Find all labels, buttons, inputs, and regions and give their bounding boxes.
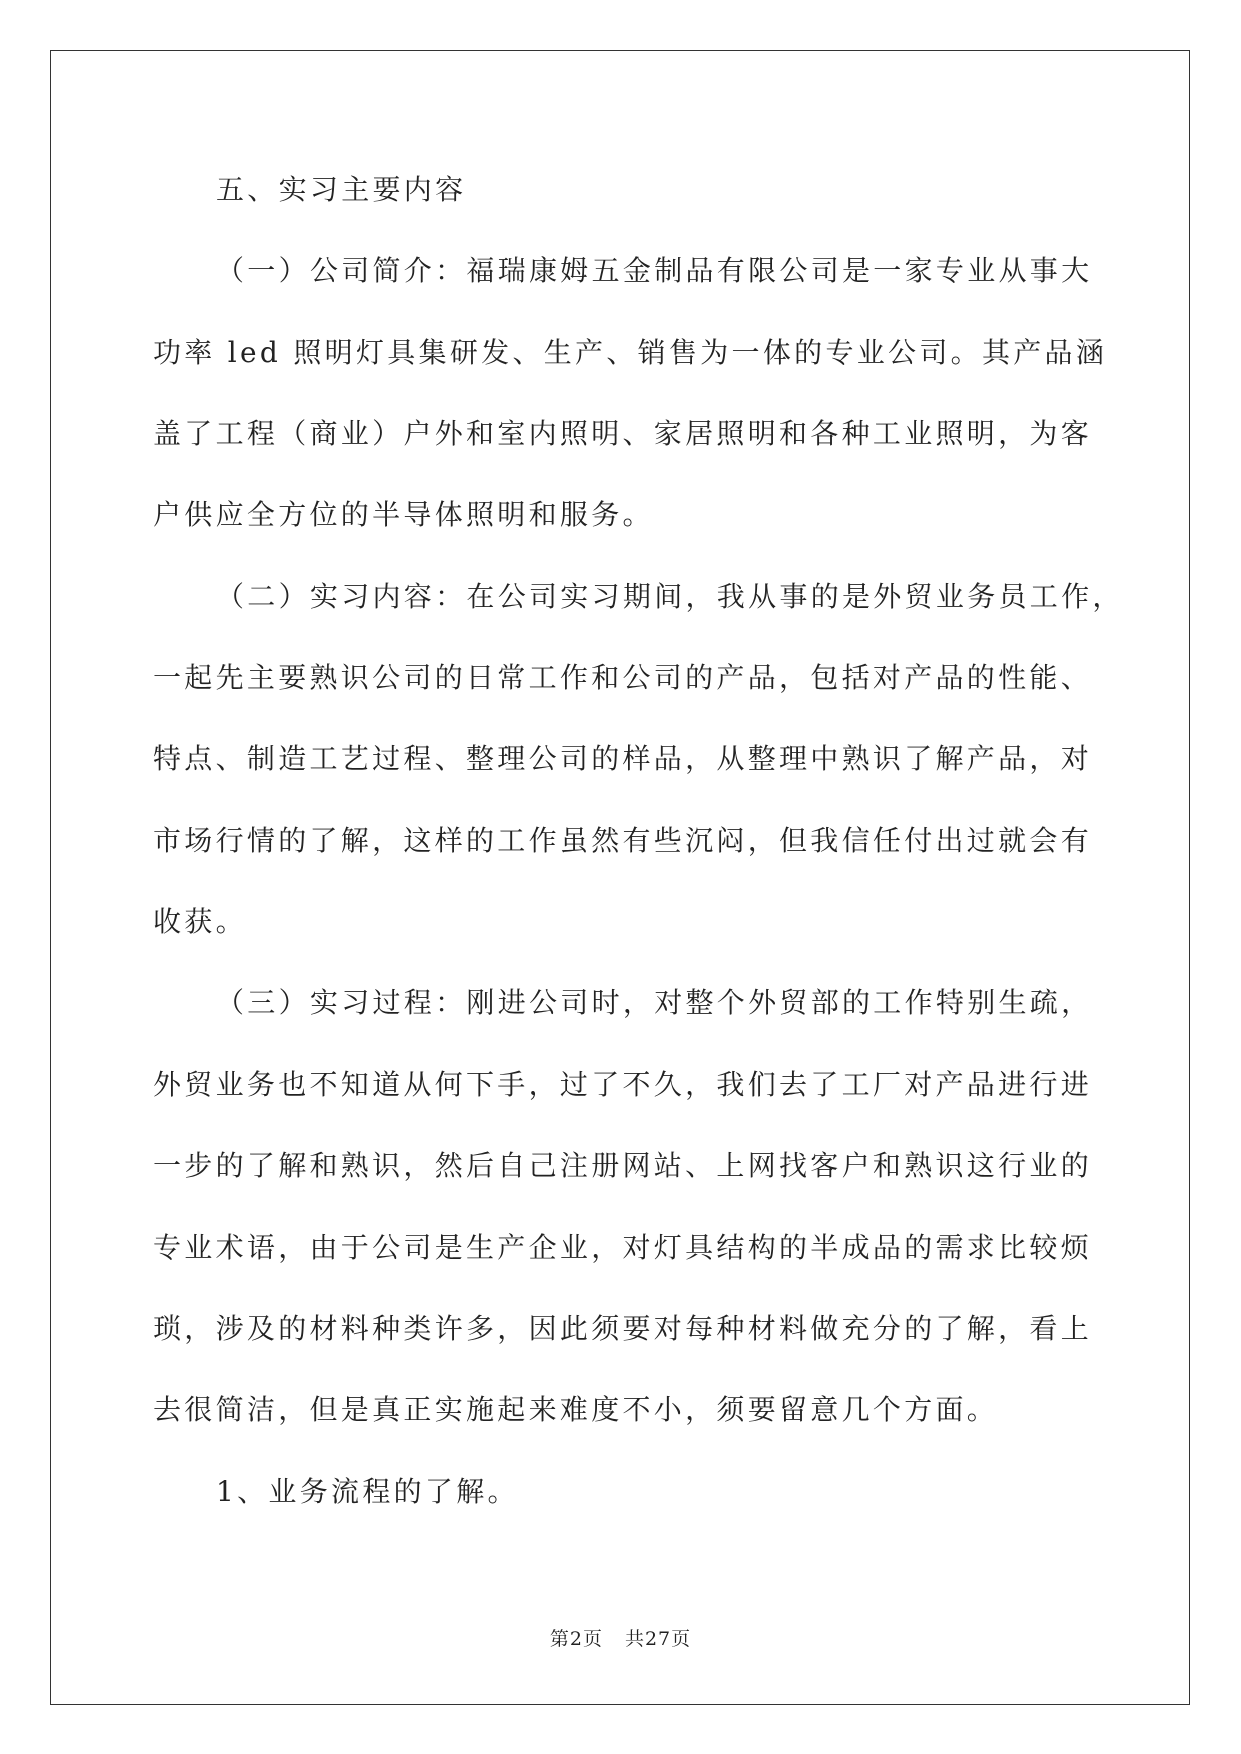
paragraph-line: 特点、制造工艺过程、整理公司的样品，从整理中熟识了解产品，对: [153, 742, 1093, 775]
page-border: [50, 50, 1190, 1705]
page-number: 第2页: [549, 1628, 603, 1650]
paragraph-line: （一）公司简介：福瑞康姆五金制品有限公司是一家专业从事大: [216, 254, 1093, 287]
paragraph-line: 盖了工程（商业）户外和室内照明、家居照明和各种工业照明，为客: [153, 417, 1093, 450]
paragraph-line: 功率 led 照明灯具集研发、生产、销售为一体的专业公司。其产品涵: [153, 336, 1108, 369]
paragraph-line: 一起先主要熟识公司的日常工作和公司的产品，包括对产品的性能、: [153, 661, 1093, 694]
paragraph-line: （三）实习过程：刚进公司时，对整个外贸部的工作特别生疏，: [216, 986, 1093, 1019]
paragraph-line: 市场行情的了解，这样的工作虽然有些沉闷，但我信任付出过就会有: [153, 824, 1093, 857]
list-item: 1、业务流程的了解。: [216, 1475, 519, 1508]
page-footer: [0, 1627, 1241, 1651]
paragraph-line: 外贸业务也不知道从何下手，过了不久，我们去了工厂对产品进行进: [153, 1068, 1093, 1101]
page-total: 共27页: [624, 1628, 692, 1650]
paragraph-line: 琐，涉及的材料种类许多，因此须要对每种材料做充分的了解，看上: [153, 1312, 1093, 1345]
section-heading: 五、实习主要内容: [216, 173, 467, 206]
paragraph-line: 收获。: [153, 905, 247, 938]
paragraph-line: （二）实习内容：在公司实习期间，我从事的是外贸业务员工作，: [216, 580, 1124, 613]
paragraph-line: 一步的了解和熟识，然后自己注册网站、上网找客户和熟识这行业的: [153, 1149, 1093, 1182]
paragraph-line: 去很简洁，但是真正实施起来难度不小，须要留意几个方面。: [153, 1393, 999, 1426]
paragraph-line: 户供应全方位的半导体照明和服务。: [153, 498, 654, 531]
paragraph-line: 专业术语，由于公司是生产企业，对灯具结构的半成品的需求比较烦: [153, 1231, 1093, 1264]
